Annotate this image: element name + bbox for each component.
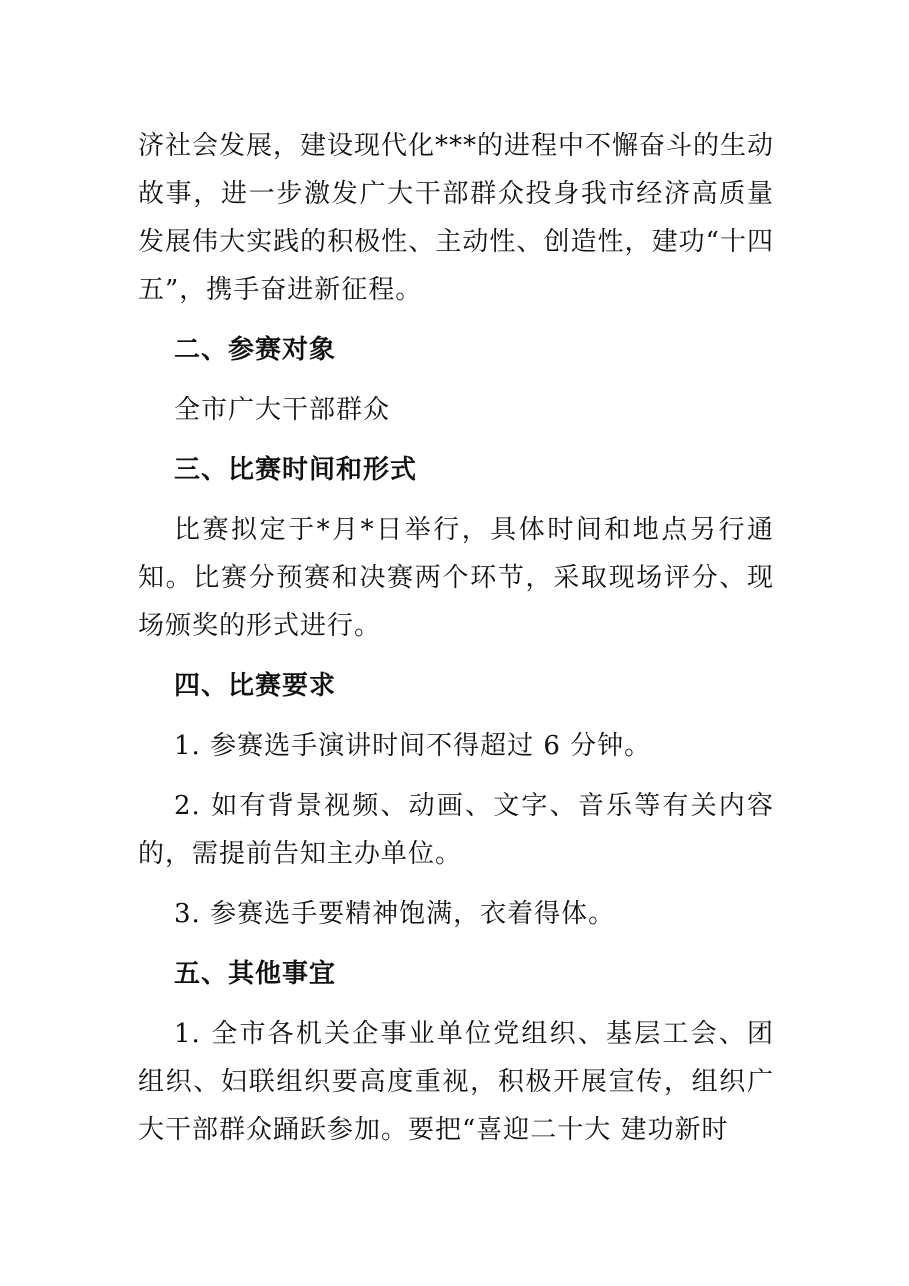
- time-format-paragraph: 比赛拟定于*月*日举行，具体时间和地点另行通知。比赛分预赛和决赛两个环节，采取现场评分、现场颁奖的形式进行。: [138, 515, 774, 641]
- section-heading-participants: 二、参赛对象: [174, 335, 337, 365]
- section-heading-requirements: 四、比赛要求: [174, 671, 337, 701]
- participants-paragraph: 全市广大干部群众: [174, 395, 391, 425]
- other-matters-item-1: 1. 全市各机关企事业单位党组织、基层工会、团组织、妇联组织要高度重视，积极开展宣传，组织广大干部群众踊跃参加。要把“喜迎二十大 建功新时: [138, 1019, 774, 1145]
- requirement-item-2: 2. 如有背景视频、动画、文字、音乐等有关内容的，需提前告知主办单位。: [138, 791, 774, 869]
- intro-paragraph: 济社会发展，建设现代化***的进程中不懈奋斗的生动故事，进一步激发广大干部群众投身我市经济高质量发展伟大实践的积极性、主动性、创造性，建功“十四五”，携手奋进新征程。: [138, 131, 775, 305]
- requirement-item-3: 3. 参赛选手要精神饱满，衣着得体。: [174, 899, 616, 929]
- document-body: [138, 122, 774, 1154]
- section-heading-time-format: 三、比赛时间和形式: [174, 455, 418, 485]
- requirement-item-1: 1. 参赛选手演讲时间不得超过 6 分钟。: [174, 731, 652, 761]
- section-heading-other-matters: 五、其他事宜: [174, 959, 337, 989]
